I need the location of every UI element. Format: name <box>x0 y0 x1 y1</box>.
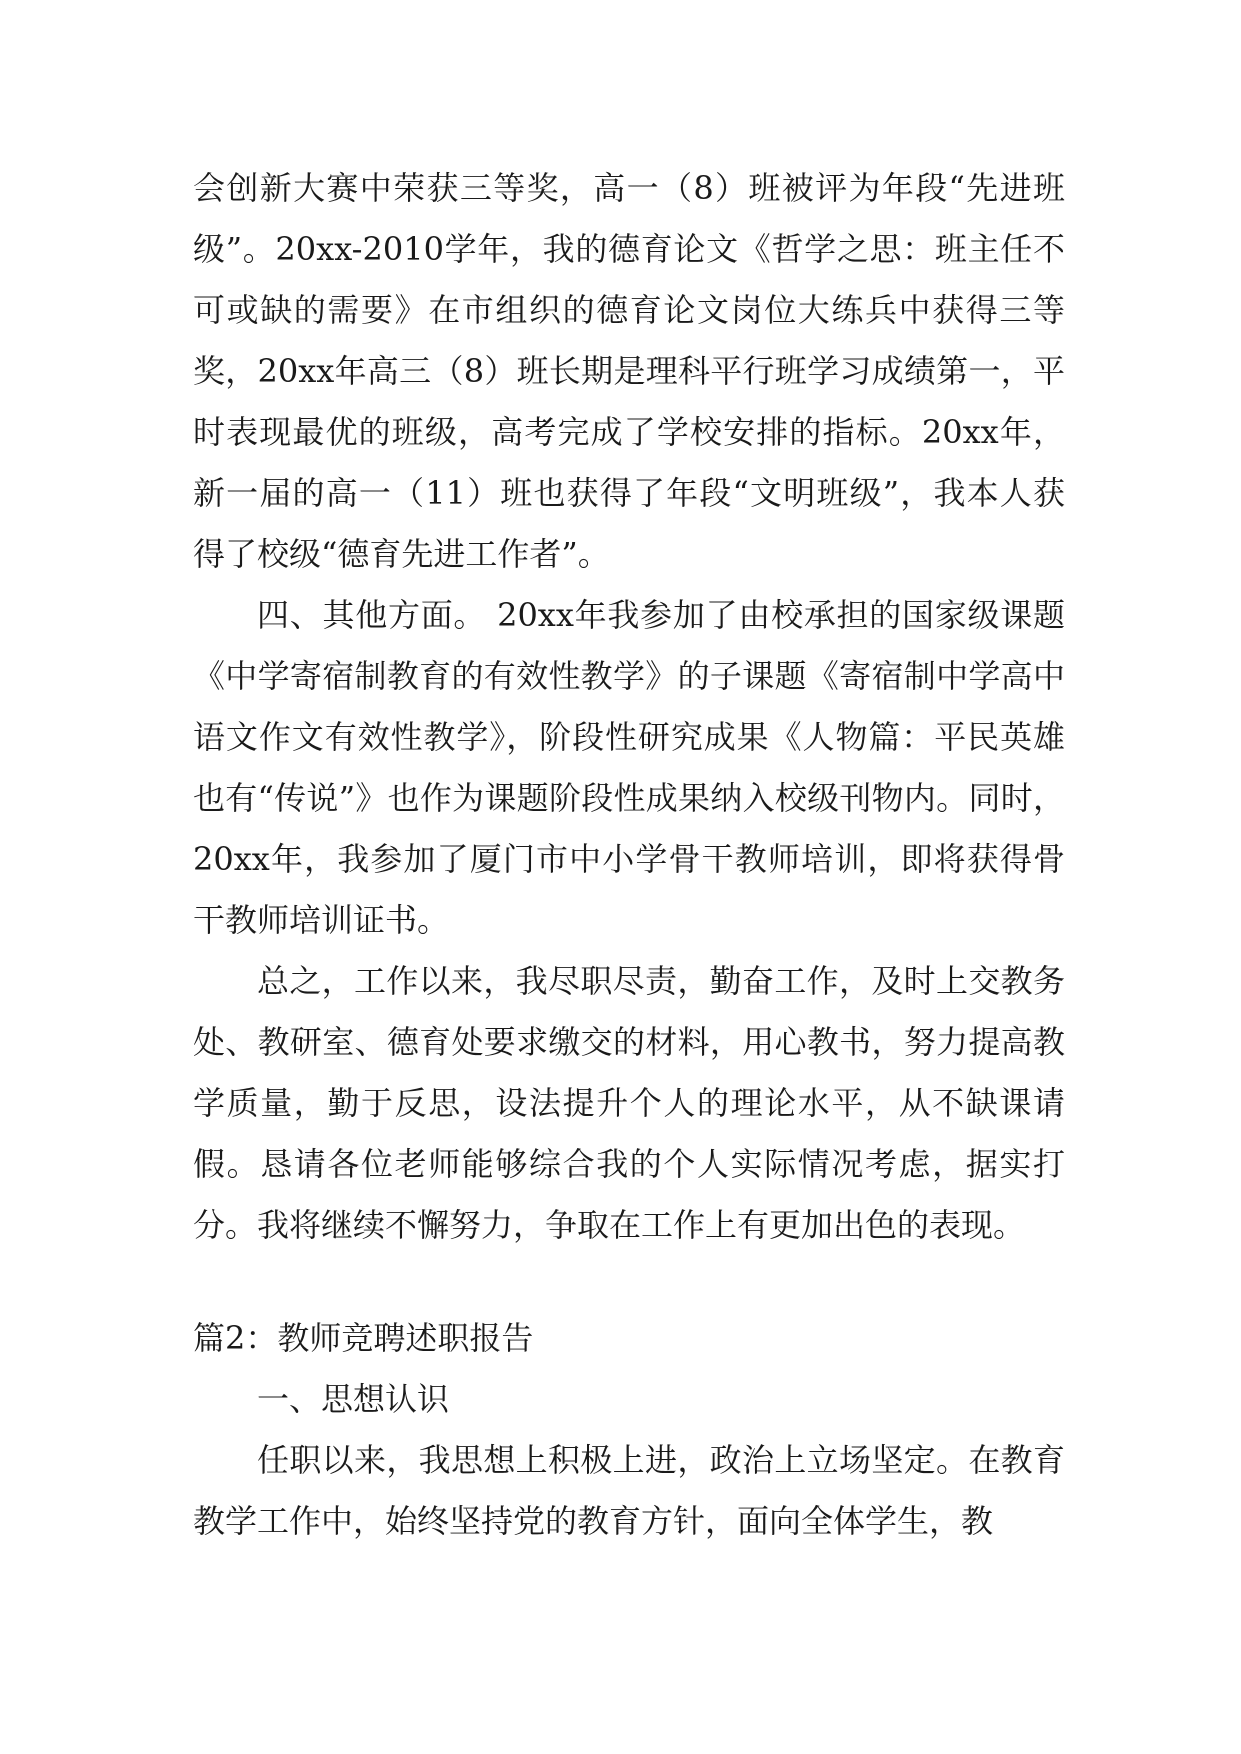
paragraph-ideology: 任职以来，我思想上积极上进，政治上立场坚定。在教育教学工作中，始终坚持党的教育方针，面向全体学生，教 <box>193 1441 1065 1540</box>
subsection-title: 一、思想认识 <box>257 1380 450 1418</box>
section-title: 篇2：教师竞聘述职报告 <box>193 1319 534 1357</box>
paragraph-summary: 总之，工作以来，我尽职尽责，勤奋工作，及时上交教务处、教研室、德育处要求缴交的材料，用心教书，努力提高教学质量，勤于反思，设法提升个人的理论水平，从不缺课请假。恳请各位老师能够综合我的个人实际情况考虑，据实打分。我将继续不懈努力，争取在工作上有更加出色的表现。 <box>193 962 1065 1244</box>
document-body <box>193 158 1065 1552</box>
paragraph-other-aspects: 四、其他方面。 20xx年我参加了由校承担的国家级课题《中学寄宿制教育的有效性教学》的子课题《寄宿制中学高中语文作文有效性教学》，阶段性研究成果《人物篇：平民英雄也有“传说”》也作为课题阶段性成果纳入校级刊物内。同时，20xx年，我参加了厦门市中小学骨干教师培训，即将获得骨干教师培训证书。 <box>193 596 1065 939</box>
section-spacer <box>193 1256 1065 1308</box>
paragraph-awards: 会创新大赛中荣获三等奖，高一（8）班被评为年段“先进班级”。20xx-2010学年，我的德育论文《哲学之思：班主任不可或缺的需要》在市组织的德育论文岗位大练兵中获得三等奖，20xx年高三（8）班长期是理科平行班学习成绩第一，平时表现最优的班级，高考完成了学校安排的指标。20xx年，新一届的高一（11）班也获得了年段“文明班级”，我本人获得了校级“德育先进工作者”。 <box>193 169 1065 573</box>
